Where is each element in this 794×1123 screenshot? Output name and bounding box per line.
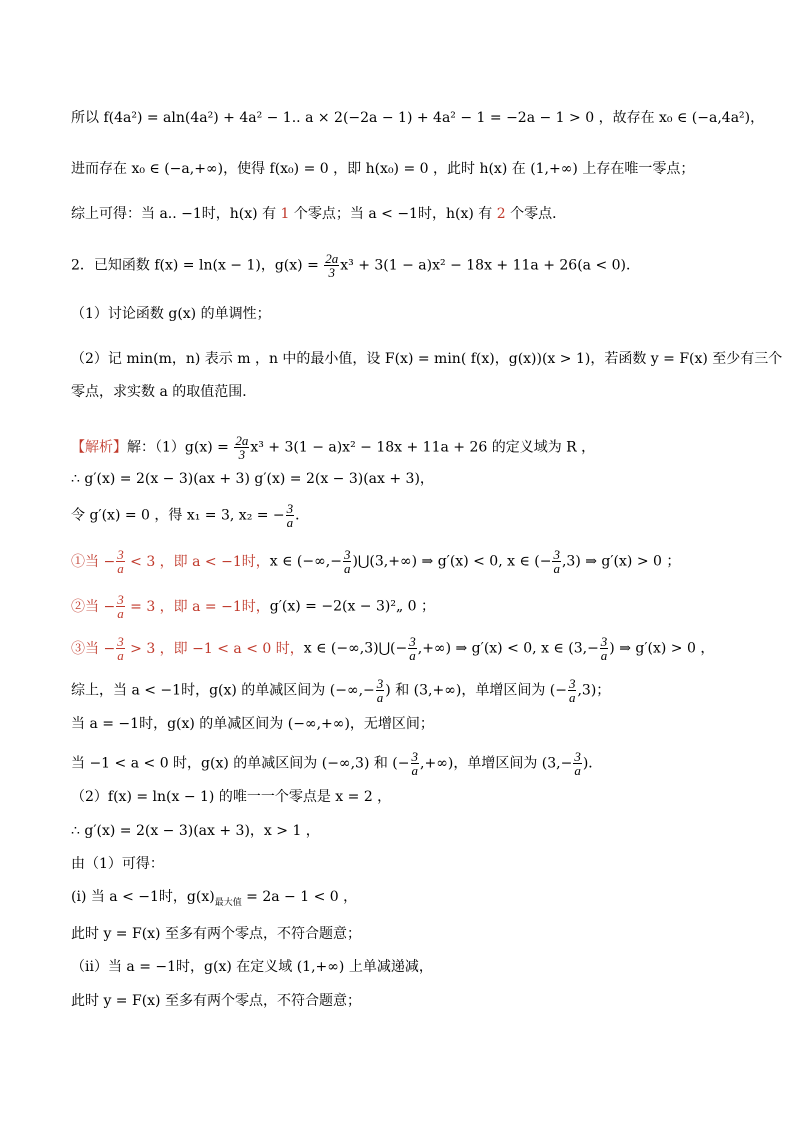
fraction: $\frac{2a}{3}$ xyxy=(235,433,249,462)
summary-line-2: 当 a = −1时，g(x) 的单减区间为 (−∞,+∞)，无增区间； xyxy=(71,716,434,732)
solution-line-2: 进而存在 x₀ ∈ (−a,+∞)，使得 f(x₀) = 0 ，即 h(x₀) = 0 ，此时 h(x) 在 (1,+∞) 上存在唯一零点； xyxy=(71,161,695,177)
part-2-line-1: （2）f(x) = ln(x − 1) 的唯一一个零点是 x = 2 ， xyxy=(71,789,392,805)
analysis-line-1: 【解析】解：（1）g(x) = $\frac{2a}{3}$ x³ + 3(1 − a)x² − 18x + 11a + 26 的定义域为 R ， xyxy=(71,433,596,462)
question-1: （1）讨论函数 g(x) 的单调性； xyxy=(71,306,271,322)
question-2-line-1: （2）记 min(m，n) 表示 m ，n 中的最小值，设 F(x) = min( f(x)，g(x))(x > 1)，若函数 y = F(x) 至少有三个 xyxy=(71,351,783,367)
case-2: ②当 − $\frac{3}{a}$ = 3 ，即 a = −1时，g′(x) = −2(x − 3)²„ 0 ； xyxy=(71,592,436,621)
case-3: ③当 − $\frac{3}{a}$ > 3 ，即 −1 < a < 0 时，x ∈ (−∞,3)⋃(− $\frac{3}{a}$ ,+∞) ⇒ g′(x) < 0, x ∈ (3,− $\frac{3}{a}$ ) ⇒ g′(x) > 0 ， xyxy=(71,634,715,663)
conclusion-line: 综上可得：当 a.. −1时，h(x) 有 1 个零点；当 a < −1时，h(x) 有 2 个零点． xyxy=(71,206,567,222)
case-1: ①当 − $\frac{3}{a}$ < 3 ，即 a < −1时，x ∈ (−∞,− $\frac{3}{a}$ )⋃(3,+∞) ⇒ g′(x) < 0, x ∈ (− $\frac{3}{a}$ ,3) ⇒ g′(x) > 0 ； xyxy=(71,547,681,576)
part-2-case-i: (i) 当 a < −1时，$g(x)_{最大值} = 2a - 1 < 0$ ， xyxy=(71,889,358,908)
fraction: $\frac{2a}{3}$ xyxy=(325,251,339,280)
part-2-line-3: 由（1）可得： xyxy=(71,856,164,872)
part-2-line-2: ∴ g′(x) = 2(x − 3)(ax + 3)，x > 1 ， xyxy=(71,823,320,839)
analysis-line-3: 令 g′(x) = 0 ，得 x₁ = 3, x₂ = − $\frac{3}{a}$ ． xyxy=(71,501,310,530)
summary-line-3: 当 −1 < a < 0 时，g(x) 的单减区间为 (−∞,3) 和 (− $\frac{3}{a}$ ,+∞)，单增区间为 (3,− $\frac{3}{a}$ )． xyxy=(71,749,603,778)
fraction: $\frac{3}{a}$ xyxy=(286,501,294,530)
summary-line-1: 综上，当 a < −1时，g(x) 的单减区间为 (−∞,− $\frac{3}{a}$ ) 和 (3,+∞)，单增区间为 (− $\frac{3}{a}$ ,3)； xyxy=(71,676,611,705)
analysis-tag: 【解析】 xyxy=(71,439,127,456)
question-2-line-2: 零点，求实数 a 的取值范围． xyxy=(71,384,257,400)
part-2-case-ii: （ⅱ）当 a = −1时，g(x) 在定义域 (1,+∞) 上单减递减， xyxy=(71,959,433,975)
problem-statement: 2．已知函数 f(x) = ln(x − 1)，g(x) = $\frac{2a}{3}$ x³ + 3(1 − a)x² − 18x + 11a + 26(a < 0)． xyxy=(71,251,641,280)
analysis-line-2: ∴ g′(x) = 2(x − 3)(ax + 3) g′(x) = 2(x − 3)(ax + 3)， xyxy=(71,471,434,487)
part-2-line-7: 此时 y = F(x) 至多有两个零点，不符合题意； xyxy=(71,993,361,1009)
part-2-line-5: 此时 y = F(x) 至多有两个零点，不符合题意； xyxy=(71,926,361,942)
solution-line-1: 所以 f(4a²) = aln(4a²) + 4a² − 1.. a × 2(−2a − 1) + 4a² − 1 = −2a − 1 > 0 ，故存在 x₀ ∈ (−a,4a²)， xyxy=(71,110,765,126)
